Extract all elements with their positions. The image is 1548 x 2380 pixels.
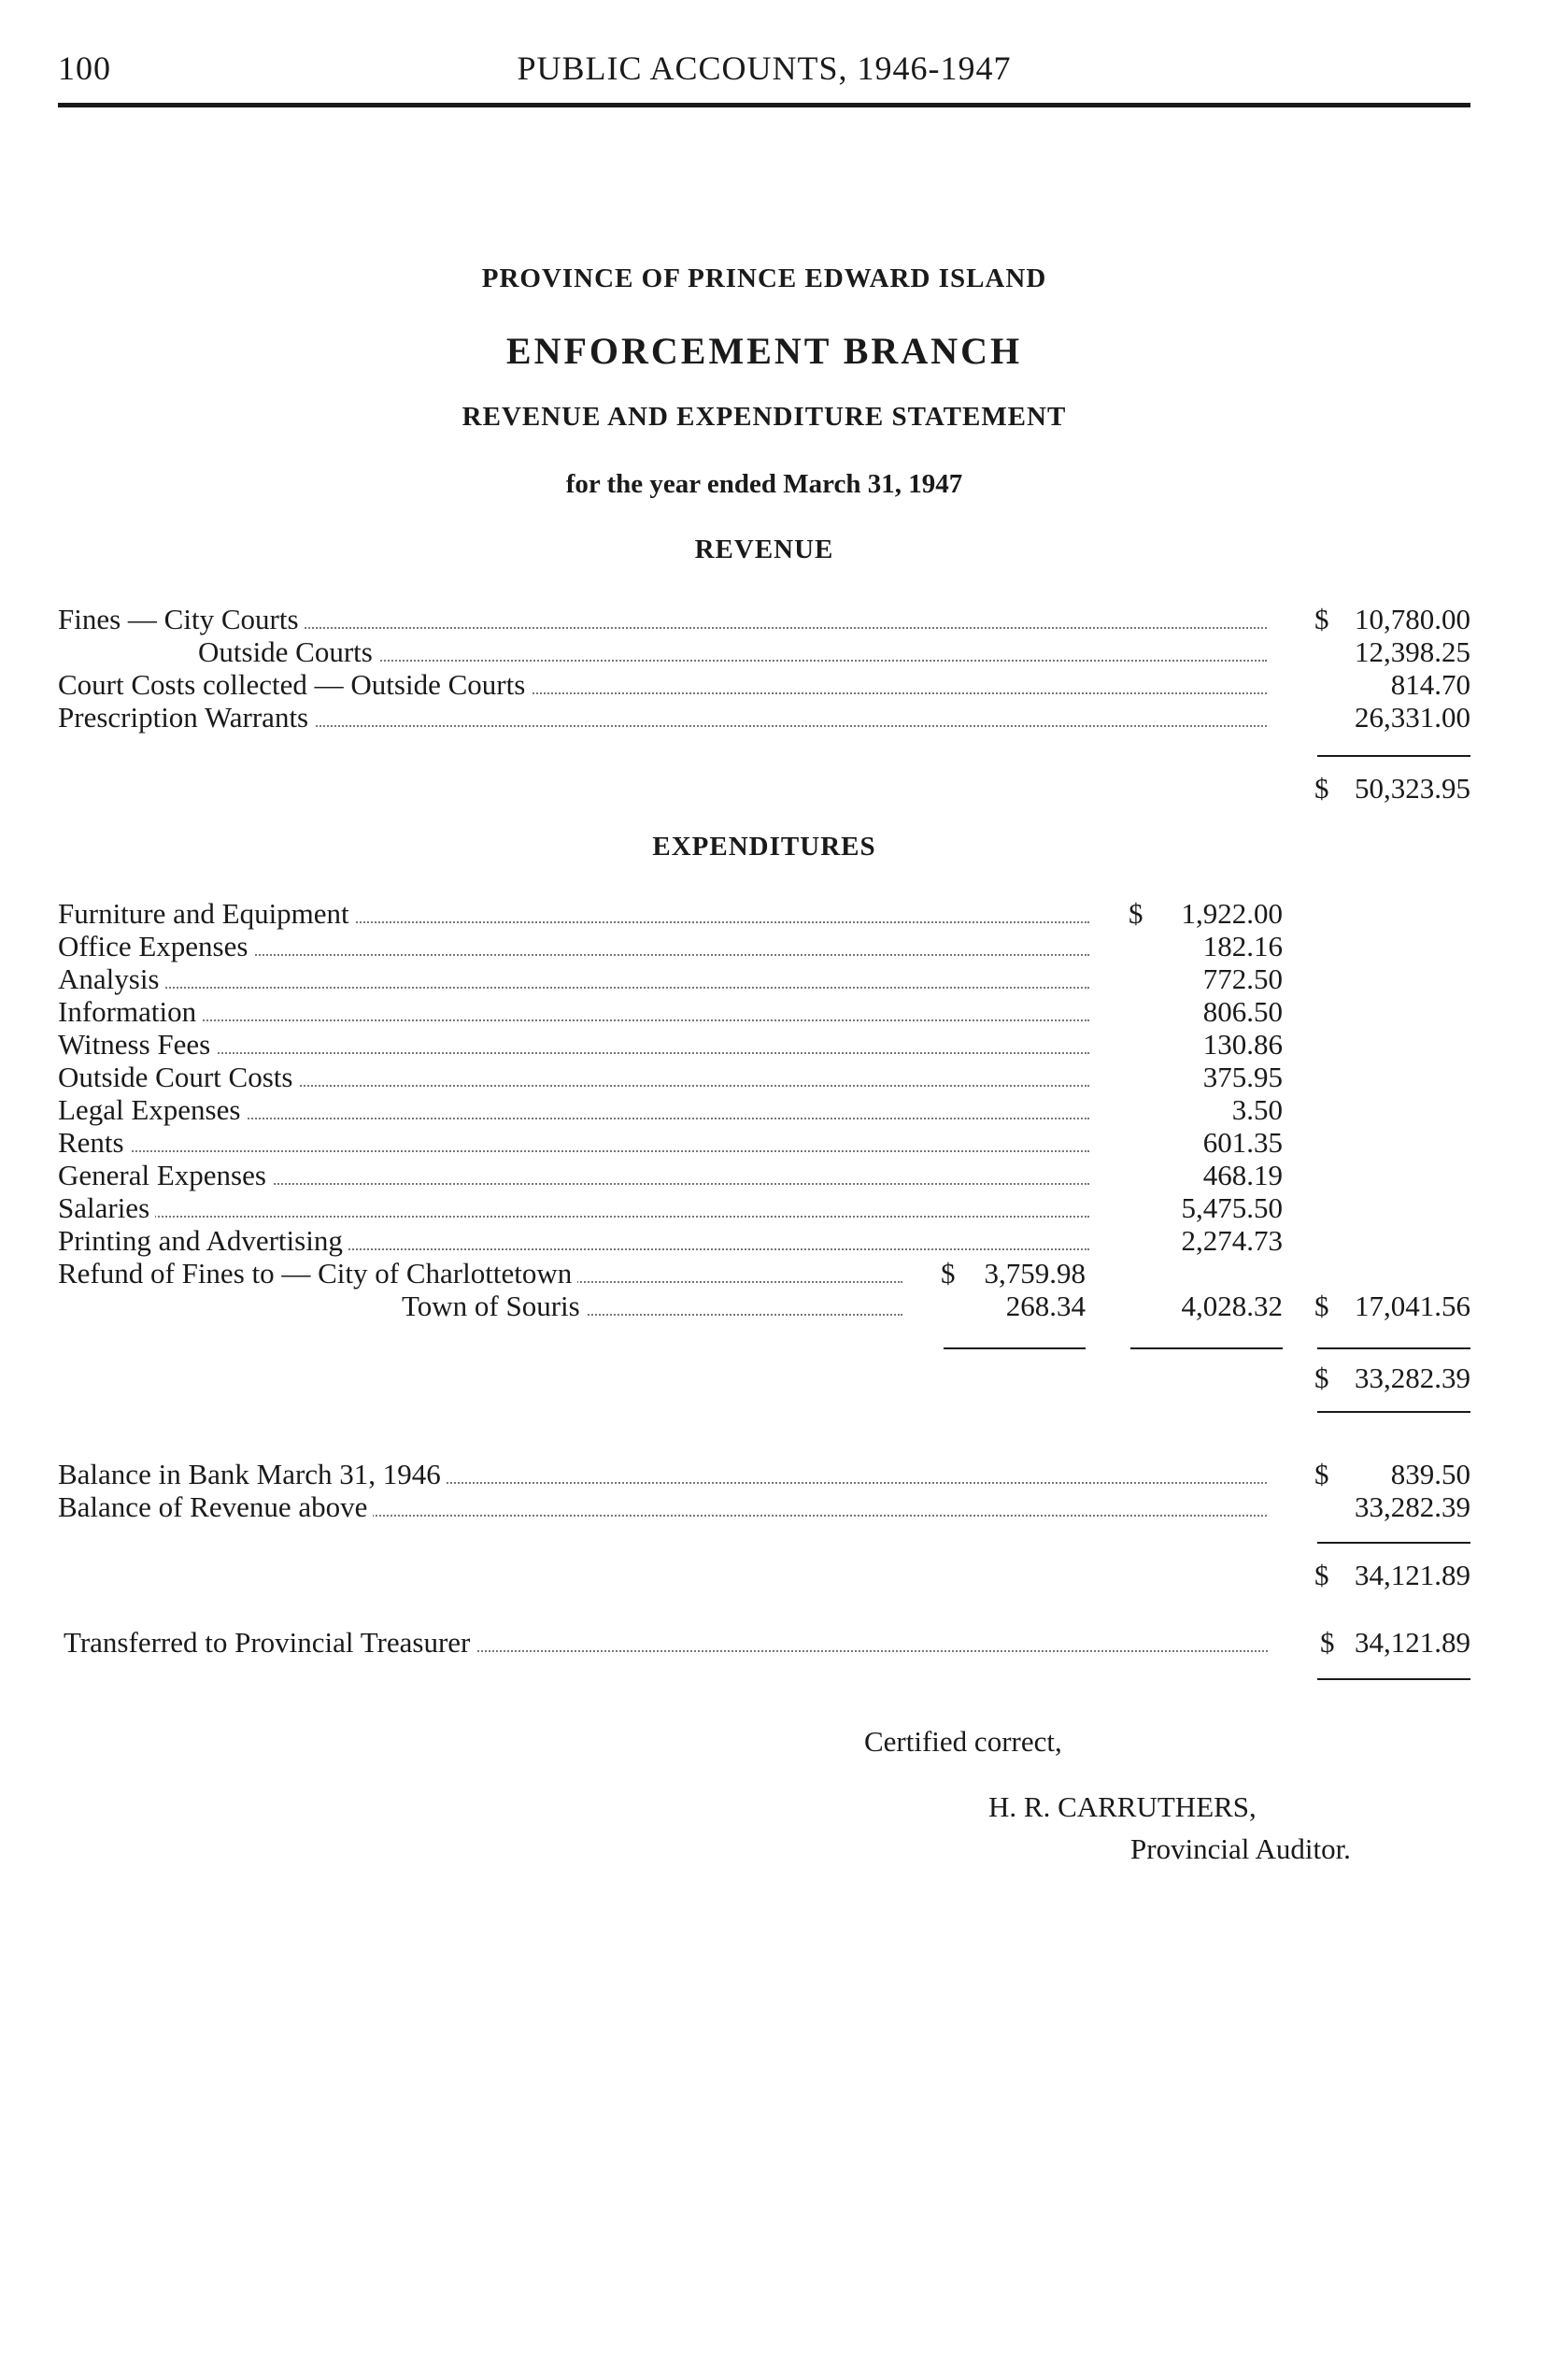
net-balance-amount: 33,282.39 [1355,1361,1470,1394]
balance-label: Balance of Revenue above [58,1490,373,1523]
revenue-total-amount: 50,323.95 [1355,772,1470,805]
branch-title: ENFORCEMENT BRANCH [505,330,1023,372]
expenditure-row [58,1093,1283,1127]
statement-title: REVENUE AND EXPENDITURE STATEMENT [462,402,1067,432]
auditor-name: H. R. CARRUTHERS, [988,1790,1257,1823]
running-header [58,49,1470,95]
expenditure-label: Legal Expenses [58,1093,246,1126]
currency-sign: $ [1314,1361,1329,1394]
balance-label: Balance in Bank March 31, 1946 [58,1458,447,1490]
expenditure-label: Rents [58,1126,130,1159]
certified-text: Certified correct, [864,1725,1062,1758]
revenue-total-row [58,772,1470,805]
expenditure-label: Salaries [58,1191,155,1224]
balance-row [58,1458,1470,1491]
net-balance-rule [1317,1411,1470,1413]
expenditure-label: Outside Court Costs [58,1061,298,1093]
expenditure-row [58,930,1283,963]
expenditure-label: Witness Fees [58,1028,216,1061]
expenditure-label: Furniture and Equipment [58,897,355,930]
revenue-label: Fines — City Courts [58,603,305,635]
refund-total-amount: 4,028.32 [1181,1290,1283,1322]
expenditure-amount: 468.19 [1202,1159,1283,1191]
expenditure-row [58,897,1283,931]
transferred-rule [1317,1678,1470,1680]
auditor-title: Provincial Auditor. [1130,1832,1351,1865]
expenditure-total-rule [1317,1347,1470,1349]
province-title: PROVINCE OF PRINCE EDWARD ISLAND [481,264,1047,293]
refund-sub-label: Town of Souris [402,1290,586,1322]
revenue-amount: 10,780.00 [1355,603,1470,635]
currency-sign: $ [941,1257,956,1290]
expenditure-amount: 806.50 [1202,995,1283,1028]
currency-sign: $ [1314,1290,1329,1322]
revenue-label: Outside Courts [198,635,378,668]
refund-row [58,1257,1086,1290]
expenditure-total-amount: 17,041.56 [1355,1290,1470,1322]
balance-total-amount: 34,121.89 [1355,1559,1470,1591]
revenue-row [58,635,1470,669]
expenditure-heading: EXPENDITURES [652,832,876,862]
expenditure-amount: 601.35 [1202,1126,1283,1159]
transferred-row [64,1626,1470,1660]
revenue-amount: 12,398.25 [1355,635,1470,668]
revenue-total-rule [1317,755,1470,757]
expenditure-label: Analysis [58,962,165,995]
net-balance-row [58,1361,1470,1395]
expenditure-amount: 5,475.50 [1181,1191,1283,1224]
balance-amount: 33,282.39 [1355,1490,1470,1523]
refund-row [58,1290,1470,1323]
expenditure-row [58,1191,1283,1225]
revenue-amount: 26,331.00 [1355,701,1470,734]
currency-sign: $ [1314,603,1329,635]
expenditure-row [58,1028,1283,1062]
expenditure-row [58,1126,1283,1160]
currency-sign: $ [1129,897,1143,930]
balance-total-row [58,1559,1470,1592]
expenditure-amount: 375.95 [1202,1061,1283,1093]
expenditure-amount: 772.50 [1202,962,1283,995]
expenditure-label: Information [58,995,202,1028]
currency-sign: $ [1314,772,1329,805]
revenue-row [58,668,1470,702]
transferred-label: Transferred to Provincial Treasurer [64,1626,476,1659]
revenue-row [58,701,1470,734]
header-rule [58,103,1470,107]
expenditure-label: General Expenses [58,1159,272,1191]
expenditure-amount: 3.50 [1231,1093,1283,1126]
refund-souris-amount: 268.34 [1005,1290,1086,1322]
revenue-row [58,603,1470,636]
refund-subtotal-rule [944,1347,1086,1349]
currency-sign: $ [1314,1458,1329,1490]
expenditure-amount: 130.86 [1202,1028,1283,1061]
expenditure-label: Printing and Advertising [58,1224,348,1257]
period-subtitle: for the year ended March 31, 1947 [565,469,963,499]
expenditure-row [58,1159,1283,1192]
balance-amount: 839.50 [1390,1458,1470,1490]
revenue-heading: REVENUE [694,534,834,564]
expenditure-row [58,962,1283,996]
refund-label: Refund of Fines to — City of Charlottetown [58,1257,577,1290]
expenditure-row [58,1224,1283,1258]
expenditure-row [58,1061,1283,1094]
transferred-amount: 34,121.89 [1355,1626,1470,1659]
currency-sign: $ [1314,1559,1329,1591]
expenditure-label: Office Expenses [58,930,253,962]
revenue-label: Prescription Warrants [58,701,314,734]
expenditure-amount: 182.16 [1202,930,1283,962]
expenditure-subtotal-rule [1130,1347,1283,1349]
expenditure-amount: 1,922.00 [1181,897,1283,930]
currency-sign: $ [1320,1626,1335,1659]
refund-charlottetown-amount: 3,759.98 [984,1257,1086,1290]
running-title: PUBLIC ACCOUNTS, 1946-1947 [517,50,1012,87]
expenditure-row [58,995,1283,1029]
revenue-amount: 814.70 [1390,668,1470,701]
revenue-label: Court Costs collected — Outside Courts [58,668,531,701]
balance-row [58,1490,1470,1524]
page-number: 100 [58,50,111,87]
expenditure-amount: 2,274.73 [1181,1224,1283,1257]
balance-total-rule [1317,1542,1470,1544]
